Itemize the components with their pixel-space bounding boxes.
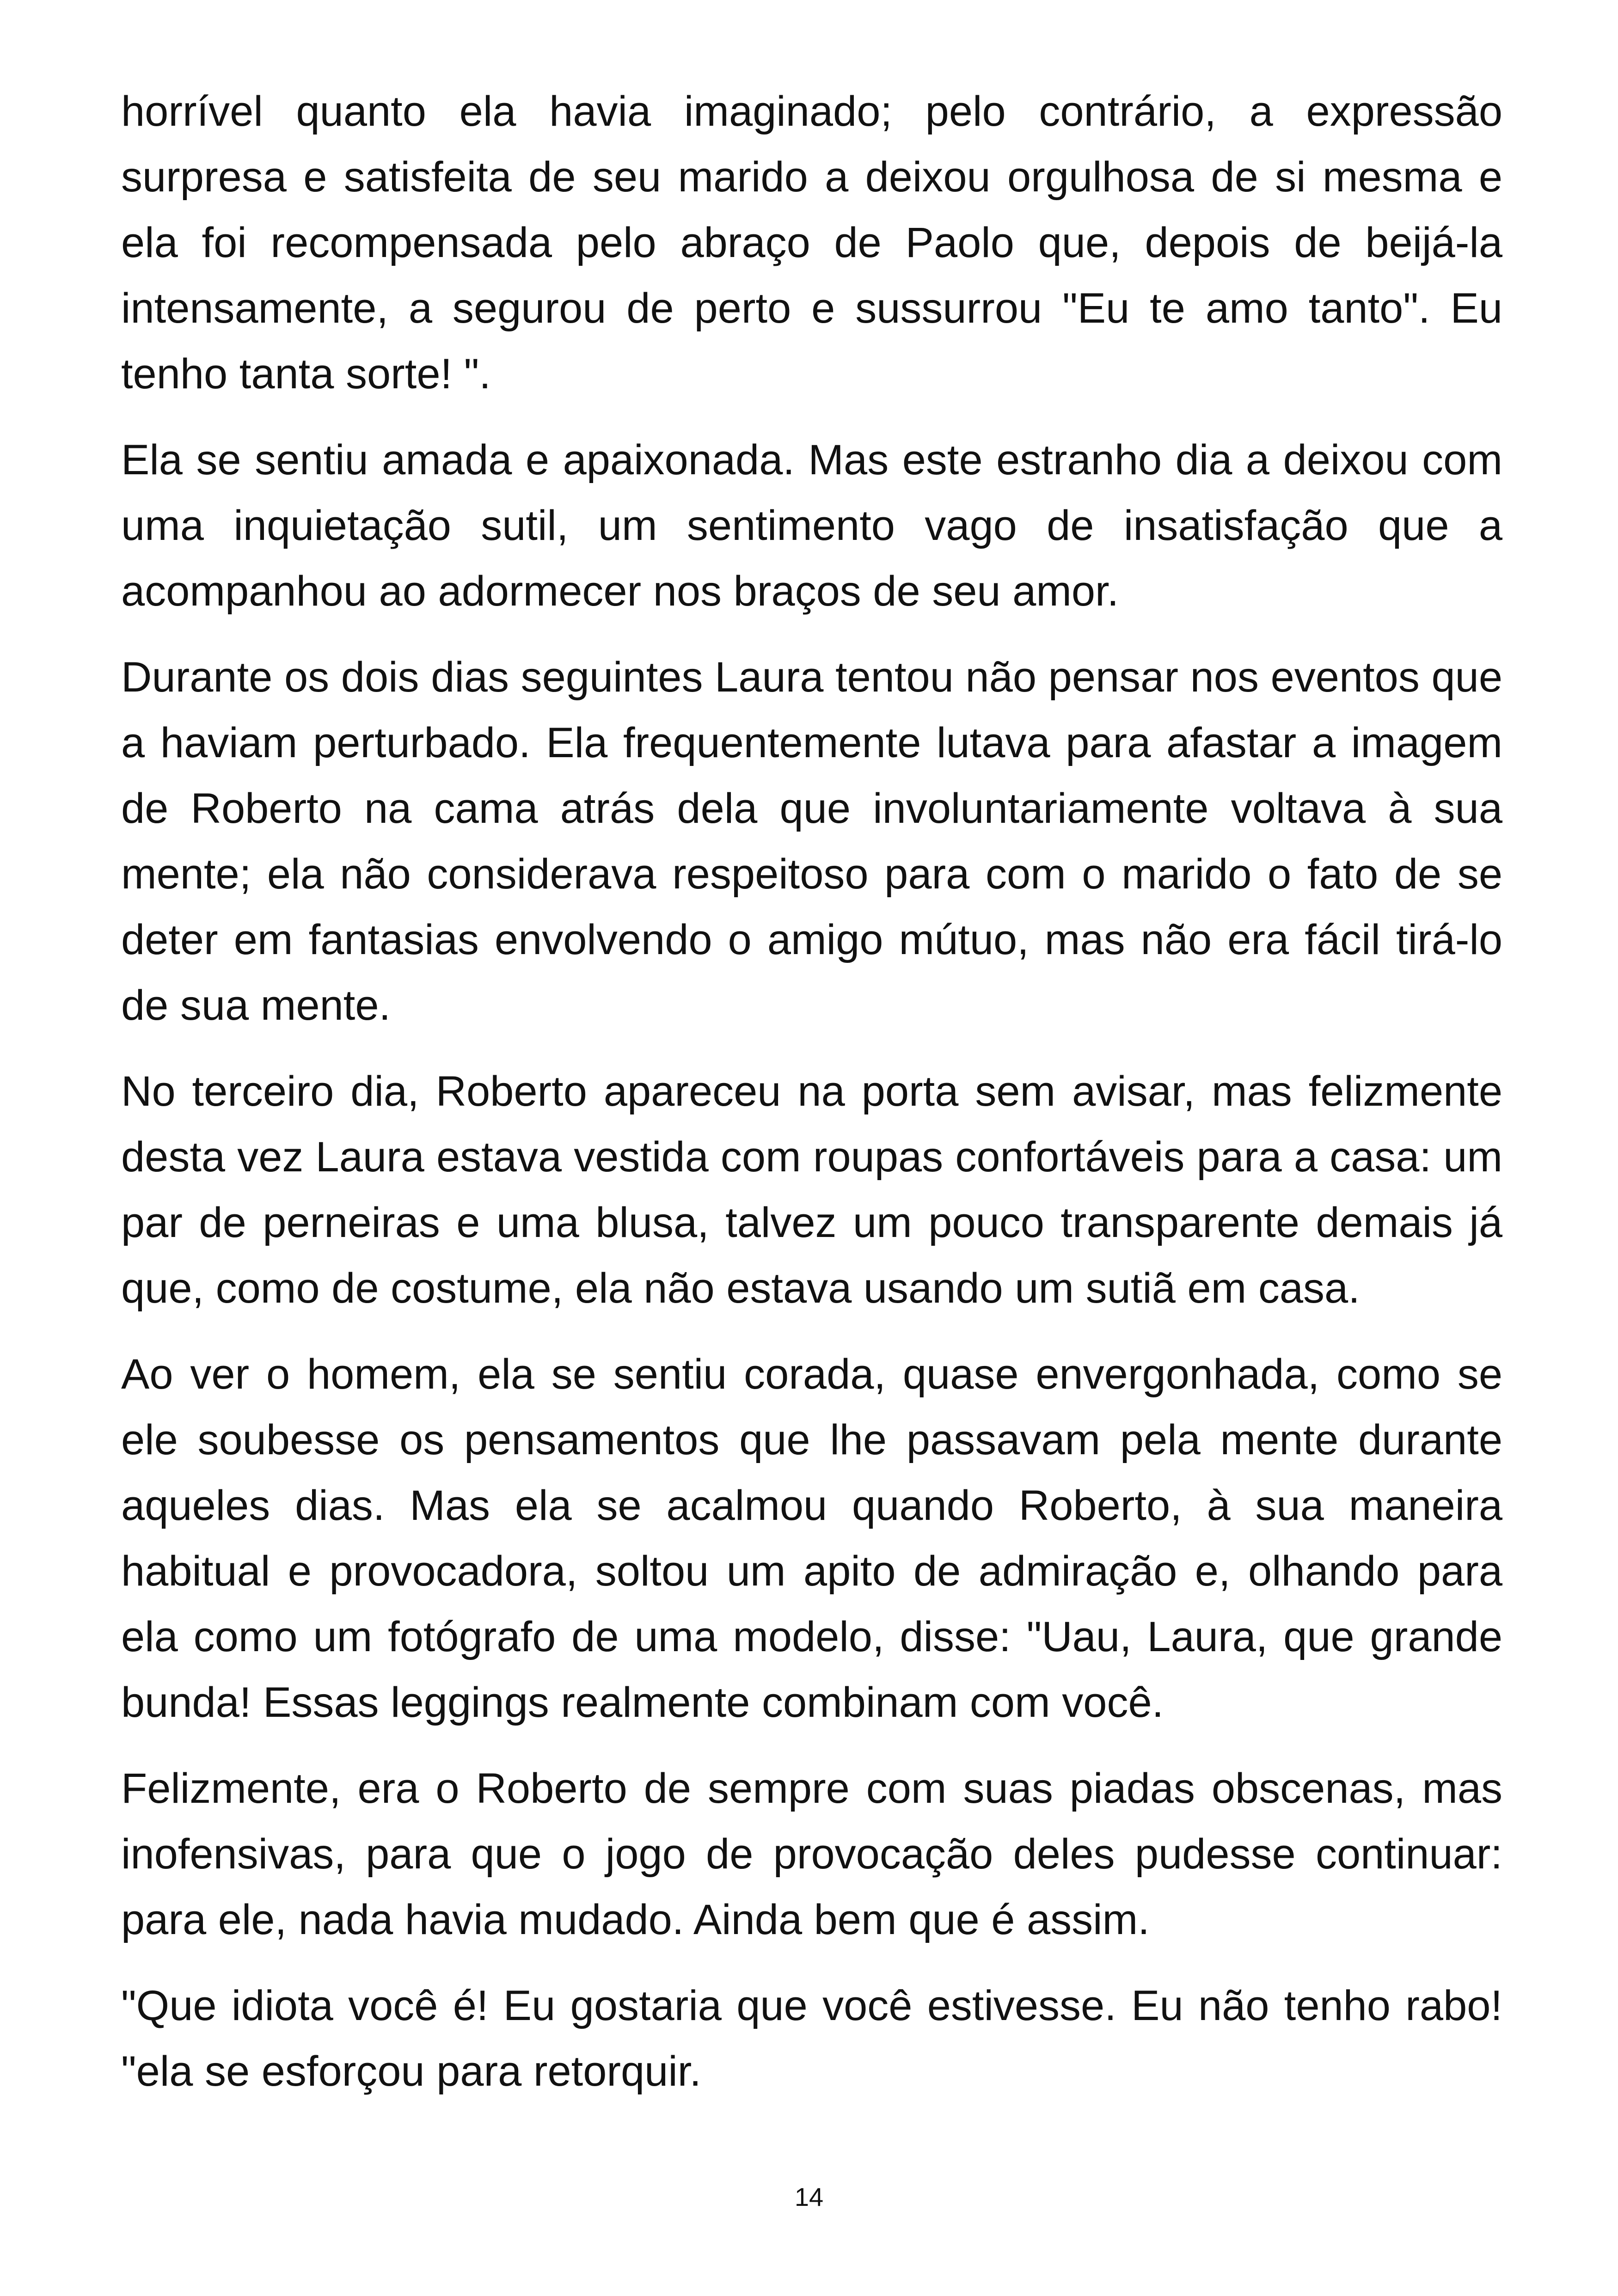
- paragraph-6: Felizmente, era o Roberto de sempre com suas piadas obscenas, mas inofensivas, para que o jogo de provocação deles pudesse continuar: para ele, nada havia mudado. Ainda bem que é assim.: [121, 1765, 1502, 1943]
- page-body: [121, 79, 1502, 2125]
- page-number: 14: [794, 2182, 824, 2211]
- paragraph-5: Ao ver o homem, ela se sentiu corada, quase envergonhada, como se ele soubesse os pensamentos que lhe passavam pela mente durante aqueles dias. Mas ela se acalmou quando Roberto, à sua maneira habitual e provocadora, soltou um apito de admiração e, olhando para ela como um fotógrafo de uma modelo, disse: "Uau, Laura, que grande bunda! Essas leggings realmente combinam com você.: [121, 1351, 1502, 1726]
- paragraph-4: No terceiro dia, Roberto apareceu na porta sem avisar, mas felizmente desta vez Laura estava vestida com roupas confortáveis para a casa: um par de perneiras e uma blusa, talvez um pouco transparente demais já que, como de costume, ela não estava usando um sutiã em casa.: [121, 1068, 1502, 1312]
- paragraph-2: Ela se sentiu amada e apaixonada. Mas este estranho dia a deixou com uma inquietação sutil, um sentimento vago de insatisfação que a acompanhou ao adormecer nos braços de seu amor.: [121, 436, 1502, 615]
- paragraph-7: "Que idiota você é! Eu gostaria que você estivesse. Eu não tenho rabo! "ela se esforçou para retorquir.: [121, 1982, 1502, 2095]
- paragraph-1: horrível quanto ela havia imaginado; pelo contrário, a expressão surpresa e satisfeita de seu marido a deixou orgulhosa de si mesma e ela foi recompensada pelo abraço de Paolo que, depois de beijá-la intensamente, a segurou de perto e sussurrou "Eu te amo tanto". Eu tenho tanta sorte! ".: [121, 88, 1502, 398]
- paragraph-3: Durante os dois dias seguintes Laura tentou não pensar nos eventos que a haviam perturbado. Ela frequentemente lutava para afastar a imagem de Roberto na cama atrás dela que involuntariamente voltava à sua mente; ela não considerava respeitoso para com o marido o fato de se deter em fantasias envolvendo o amigo mútuo, mas não era fácil tirá-lo de sua mente.: [121, 654, 1502, 1029]
